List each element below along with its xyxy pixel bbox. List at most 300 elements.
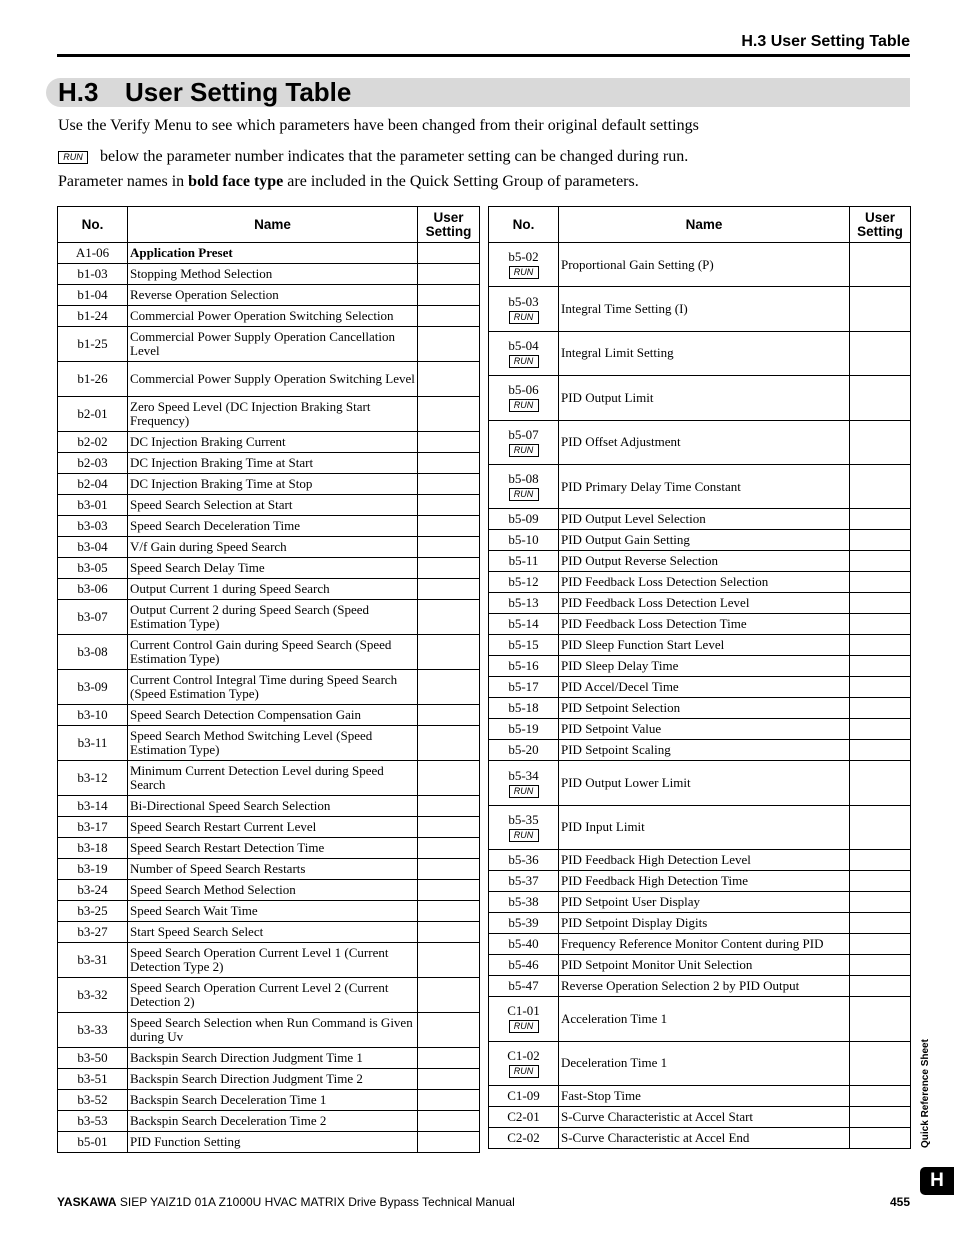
parameter-name: PID Feedback High Detection Level [559,850,850,871]
run-badge-icon: RUN [509,1020,539,1033]
table-row [489,376,911,420]
parameter-number-cell: b5-15 [489,635,559,656]
parameter-number-cell: b5-14 [489,614,559,635]
user-setting-cell[interactable] [418,859,480,880]
parameter-number-with-run [489,339,558,368]
parameter-number: b5-08 [508,471,539,487]
parameter-name: Speed Search Operation Current Level 2 (Current Detection 2) [128,978,418,1013]
table-row [489,287,911,331]
user-setting-cell[interactable] [850,871,911,892]
parameter-number: b5-35 [508,811,539,827]
table-row [489,530,911,551]
parameter-name: Zero Speed Level (DC Injection Braking Start Frequency) [128,397,418,432]
user-setting-cell[interactable] [418,922,480,943]
parameter-number-cell: b3-52 [58,1090,128,1111]
user-setting-cell[interactable] [418,1069,480,1090]
run-badge-icon: RUN [509,311,539,324]
parameter-number-cell: b1-03 [58,264,128,285]
parameter-name: Speed Search Deceleration Time [128,516,418,537]
parameter-number-cell: b5-20 [489,740,559,761]
table-row [58,474,480,495]
table-row [489,719,911,740]
table-row [58,1069,480,1090]
user-setting-cell[interactable] [418,432,480,453]
user-setting-cell[interactable] [850,614,911,635]
parameter-number-cell: b5-12 [489,572,559,593]
parameter-name: Speed Search Detection Compensation Gain [128,705,418,726]
table-header-row [489,207,911,243]
parameter-number-cell: b3-01 [58,495,128,516]
user-setting-cell[interactable] [418,705,480,726]
user-setting-cell[interactable] [850,287,911,331]
user-setting-cell[interactable] [418,600,480,635]
table-row [58,635,480,670]
user-setting-cell[interactable] [418,362,480,397]
user-setting-cell[interactable] [418,558,480,579]
column-header-no: No. [58,207,128,243]
column-header-name: Name [559,207,850,243]
parameter-number-cell [489,420,559,464]
user-setting-cell[interactable] [418,1013,480,1048]
parameter-name: PID Primary Delay Time Constant [559,464,850,508]
parameter-name: Output Current 2 during Speed Search (Speed Estimation Type) [128,600,418,635]
user-setting-cell[interactable] [418,1048,480,1069]
user-setting-cell[interactable] [418,453,480,474]
user-setting-cell[interactable] [418,726,480,761]
parameter-name: Deceleration Time 1 [559,1041,850,1085]
user-setting-cell[interactable] [850,656,911,677]
user-setting-cell[interactable] [850,1085,911,1106]
parameter-number: C1-01 [507,1003,540,1019]
run-badge-icon: RUN [509,355,539,368]
parameter-name: Integral Limit Setting [559,331,850,375]
user-setting-cell[interactable] [418,327,480,362]
parameter-number-cell: b3-18 [58,838,128,859]
parameter-name: PID Setpoint Selection [559,698,850,719]
intro-line-1: Use the Verify Menu to see which parameters have been changed from their original default settings [58,117,699,134]
parameter-name: PID Output Level Selection [559,509,850,530]
user-setting-cell[interactable] [850,719,911,740]
parameter-name: Speed Search Restart Detection Time [128,838,418,859]
parameter-name: Backspin Search Deceleration Time 1 [128,1090,418,1111]
parameter-number-cell: b3-53 [58,1111,128,1132]
parameter-number-with-run [489,1004,558,1033]
parameter-number-cell: b3-32 [58,978,128,1013]
parameter-name: Start Speed Search Select [128,922,418,943]
run-badge-icon: RUN [509,785,539,798]
user-setting-cell[interactable] [850,997,911,1041]
table-row [58,453,480,474]
parameter-name: Backspin Search Direction Judgment Time 2 [128,1069,418,1090]
parameter-number-cell: b3-27 [58,922,128,943]
section-number: H.3 [58,77,99,107]
user-setting-cell[interactable] [418,495,480,516]
parameter-number-with-run [489,813,558,842]
table-row [489,761,911,805]
intro-line-2-text: below the parameter number indicates that the parameter setting can be changed during run. [96,148,689,165]
column-header-user-setting: User Setting [850,207,911,243]
user-setting-cell[interactable] [418,670,480,705]
parameter-number: C1-02 [507,1047,540,1063]
intro-line-3-pre: Parameter names in [58,173,189,190]
parameter-name: Commercial Power Supply Operation Switching Level [128,362,418,397]
parameter-number-cell: b3-08 [58,635,128,670]
parameter-number-cell: C1-09 [489,1085,559,1106]
parameter-number-cell: b3-07 [58,600,128,635]
parameter-number-cell: b3-14 [58,796,128,817]
user-setting-cell[interactable] [850,551,911,572]
parameter-number-cell [489,1041,559,1085]
user-setting-cell[interactable] [418,1111,480,1132]
user-setting-cell[interactable] [850,509,911,530]
table-row [489,850,911,871]
parameter-number-cell: b2-01 [58,397,128,432]
table-row [58,838,480,859]
parameter-name: Speed Search Selection when Run Command is Given during Uv [128,1013,418,1048]
column-header-name: Name [128,207,418,243]
parameter-number-with-run [489,1049,558,1078]
user-setting-cell[interactable] [850,243,911,287]
table-row [489,243,911,287]
user-setting-cell[interactable] [418,537,480,558]
user-setting-cell[interactable] [850,976,911,997]
parameter-number-with-run [489,472,558,501]
table-row [58,978,480,1013]
appendix-tab: H [920,1167,954,1195]
user-setting-cell[interactable] [850,805,911,849]
parameter-name: Speed Search Selection at Start [128,495,418,516]
parameter-name: PID Feedback Loss Detection Selection [559,572,850,593]
parameter-number-cell: b3-11 [58,726,128,761]
user-setting-cell[interactable] [850,761,911,805]
user-setting-cell[interactable] [850,1106,911,1127]
table-row [58,516,480,537]
parameter-number-cell: b2-03 [58,453,128,474]
parameter-name: Speed Search Restart Current Level [128,817,418,838]
user-setting-cell[interactable] [850,913,911,934]
parameter-name: PID Output Lower Limit [559,761,850,805]
table-row [489,805,911,849]
parameter-name: Frequency Reference Monitor Content during PID [559,934,850,955]
table-row [58,796,480,817]
table-row [489,913,911,934]
table-row [489,1041,911,1085]
parameter-number-cell: b5-18 [489,698,559,719]
parameter-number-cell: b3-24 [58,880,128,901]
parameter-name: Current Control Integral Time during Speed Search (Speed Estimation Type) [128,670,418,705]
user-setting-cell[interactable] [850,1127,911,1148]
user-setting-cell[interactable] [418,306,480,327]
user-setting-cell[interactable] [850,892,911,913]
page-number: 455 [889,1195,910,1209]
user-setting-cell[interactable] [418,579,480,600]
table-row [58,306,480,327]
parameter-name: PID Setpoint Display Digits [559,913,850,934]
table-row [489,955,911,976]
user-setting-cell[interactable] [418,817,480,838]
table-row [489,551,911,572]
parameter-name: Backspin Search Direction Judgment Time 1 [128,1048,418,1069]
table-row [58,880,480,901]
table-row [489,635,911,656]
user-setting-cell[interactable] [850,698,911,719]
parameter-name: PID Feedback Loss Detection Level [559,593,850,614]
parameter-name: Commercial Power Supply Operation Cancellation Level [128,327,418,362]
parameter-name: Proportional Gain Setting (P) [559,243,850,287]
column-header-user-setting: User Setting [418,207,480,243]
table-row [489,572,911,593]
intro-line-3 [58,173,639,191]
table-row [489,677,911,698]
intro-line-2 [58,148,688,166]
parameter-name: Fast-Stop Time [559,1085,850,1106]
parameter-number-cell: A1-06 [58,243,128,264]
user-setting-cell[interactable] [418,516,480,537]
left-parameter-table [57,206,480,1153]
user-setting-cell[interactable] [418,943,480,978]
table-row [58,600,480,635]
parameter-number-cell [489,287,559,331]
parameter-number-cell: b5-47 [489,976,559,997]
parameter-number-cell: b1-25 [58,327,128,362]
run-badge-icon: RUN [509,488,539,501]
parameter-number-cell: b5-11 [489,551,559,572]
run-badge-icon: RUN [509,829,539,842]
user-setting-cell[interactable] [850,934,911,955]
table-row [58,1013,480,1048]
parameter-number-cell: b3-33 [58,1013,128,1048]
parameter-number-cell: b3-31 [58,943,128,978]
left-table-body [58,243,480,1153]
user-setting-cell[interactable] [418,1132,480,1153]
parameter-number-cell: b3-09 [58,670,128,705]
parameter-number-cell [489,997,559,1041]
parameter-number-cell: b3-50 [58,1048,128,1069]
user-setting-cell[interactable] [418,796,480,817]
parameter-name: S-Curve Characteristic at Accel Start [559,1106,850,1127]
run-badge-icon: RUN [509,1065,539,1078]
user-setting-cell[interactable] [850,955,911,976]
parameter-number-cell [489,464,559,508]
table-row [489,593,911,614]
table-row [58,726,480,761]
parameter-number-cell: b5-37 [489,871,559,892]
parameter-number-with-run [489,295,558,324]
parameter-name: PID Setpoint Monitor Unit Selection [559,955,850,976]
parameter-name: Speed Search Method Selection [128,880,418,901]
parameter-number-cell: b3-12 [58,761,128,796]
user-setting-cell[interactable] [850,572,911,593]
parameter-number-cell: b5-46 [489,955,559,976]
footer-brand: YASKAWA [57,1195,117,1209]
user-setting-cell[interactable] [418,474,480,495]
footer-doc: SIEP YAIZ1D 01A Z1000U HVAC MATRIX Drive Bypass Technical Manual [116,1195,515,1209]
parameter-name: DC Injection Braking Time at Start [128,453,418,474]
parameter-name: PID Sleep Delay Time [559,656,850,677]
user-setting-cell[interactable] [850,850,911,871]
parameter-number-cell [489,761,559,805]
run-badge-icon: RUN [58,151,88,164]
table-row [58,1090,480,1111]
table-row [58,537,480,558]
parameter-number-cell: b3-05 [58,558,128,579]
user-setting-cell[interactable] [418,838,480,859]
parameter-number-cell [489,331,559,375]
user-setting-cell[interactable] [418,901,480,922]
parameter-number-cell: b2-04 [58,474,128,495]
table-row [58,670,480,705]
parameter-number: b5-04 [508,337,539,353]
table-row [58,558,480,579]
table-row [489,740,911,761]
parameter-number-cell: b3-03 [58,516,128,537]
user-setting-cell[interactable] [418,285,480,306]
table-row [58,1111,480,1132]
parameter-number-cell: b3-19 [58,859,128,880]
table-row [58,327,480,362]
parameter-number: b5-02 [508,249,539,265]
user-setting-cell[interactable] [850,376,911,420]
user-setting-cell[interactable] [418,635,480,670]
parameter-name: Speed Search Method Switching Level (Speed Estimation Type) [128,726,418,761]
parameter-name: PID Setpoint User Display [559,892,850,913]
user-setting-cell[interactable] [418,978,480,1013]
parameter-number: b5-07 [508,426,539,442]
parameter-name: Output Current 1 during Speed Search [128,579,418,600]
parameter-number-cell: b5-40 [489,934,559,955]
user-setting-cell[interactable] [418,1090,480,1111]
table-row [489,698,911,719]
right-table-body [489,243,911,1149]
table-row [58,1132,480,1153]
user-setting-cell[interactable] [850,1041,911,1085]
parameter-name: Speed Search Delay Time [128,558,418,579]
user-setting-cell[interactable] [850,331,911,375]
parameter-number-cell: b5-17 [489,677,559,698]
parameter-name: PID Feedback High Detection Time [559,871,850,892]
user-setting-cell[interactable] [418,761,480,796]
side-tab-label: Quick Reference Sheet [920,1039,931,1148]
parameter-number-with-run [489,428,558,457]
table-row [58,285,480,306]
user-setting-cell[interactable] [850,635,911,656]
running-head: H.3 User Setting Table [741,33,910,50]
footer-doc-title [57,1195,515,1209]
table-row [58,922,480,943]
parameter-number: b5-34 [508,767,539,783]
table-row [58,901,480,922]
table-row [58,362,480,397]
user-setting-cell[interactable] [850,530,911,551]
parameter-name: Acceleration Time 1 [559,997,850,1041]
parameter-name: PID Output Limit [559,376,850,420]
parameter-number-with-run [489,769,558,798]
parameter-number: b5-03 [508,293,539,309]
parameter-number-cell: b3-06 [58,579,128,600]
parameter-name: Stopping Method Selection [128,264,418,285]
table-row [58,1048,480,1069]
parameter-number-cell: b2-02 [58,432,128,453]
parameter-number-cell: b1-26 [58,362,128,397]
parameter-number-cell: b3-04 [58,537,128,558]
parameter-number: b5-06 [508,382,539,398]
user-setting-cell[interactable] [850,677,911,698]
parameter-name: PID Offset Adjustment [559,420,850,464]
table-row [489,656,911,677]
table-row [489,614,911,635]
parameter-number-cell: b5-16 [489,656,559,677]
parameter-name: DC Injection Braking Current [128,432,418,453]
parameter-name: PID Output Reverse Selection [559,551,850,572]
parameter-number-cell: C2-01 [489,1106,559,1127]
table-row [489,1127,911,1148]
table-row [489,1085,911,1106]
parameter-name: Reverse Operation Selection 2 by PID Output [559,976,850,997]
parameter-number-cell: b5-10 [489,530,559,551]
user-setting-cell[interactable] [418,880,480,901]
parameter-number-cell [489,376,559,420]
parameter-name: PID Function Setting [128,1132,418,1153]
parameter-number-cell: b5-36 [489,850,559,871]
parameter-name: Bi-Directional Speed Search Selection [128,796,418,817]
parameter-number-cell: b1-04 [58,285,128,306]
parameter-name: Minimum Current Detection Level during Speed Search [128,761,418,796]
parameter-number-cell: b3-17 [58,817,128,838]
run-badge-icon: RUN [509,444,539,457]
parameter-name: Reverse Operation Selection [128,285,418,306]
user-setting-cell[interactable] [418,397,480,432]
parameter-number-cell: b5-01 [58,1132,128,1153]
user-setting-cell[interactable] [850,740,911,761]
header-rule [57,54,910,57]
table-row [58,397,480,432]
intro-line-3-post: are included in the Quick Setting Group of parameters. [283,173,639,190]
parameter-number-cell [489,805,559,849]
table-row [58,243,480,264]
parameter-number-with-run [489,250,558,279]
user-setting-cell[interactable] [850,420,911,464]
user-setting-cell[interactable] [418,264,480,285]
table-row [489,509,911,530]
table-row [489,892,911,913]
user-setting-cell[interactable] [850,464,911,508]
parameter-name: PID Accel/Decel Time [559,677,850,698]
parameter-name: PID Sleep Function Start Level [559,635,850,656]
parameter-number-cell: b5-38 [489,892,559,913]
parameter-number-cell: b1-24 [58,306,128,327]
user-setting-cell[interactable] [850,593,911,614]
table-row [489,934,911,955]
parameter-name: V/f Gain during Speed Search [128,537,418,558]
table-row [489,464,911,508]
user-setting-cell[interactable] [418,243,480,264]
parameter-name: PID Feedback Loss Detection Time [559,614,850,635]
table-row [58,943,480,978]
parameter-number-cell: b3-10 [58,705,128,726]
table-row [489,997,911,1041]
parameter-name: PID Input Limit [559,805,850,849]
table-row [58,579,480,600]
parameter-name: Number of Speed Search Restarts [128,859,418,880]
table-row [58,264,480,285]
parameter-name: DC Injection Braking Time at Stop [128,474,418,495]
intro-line-3-bold: bold face type [188,173,284,190]
column-header-no: No. [489,207,559,243]
page-title [58,77,351,108]
parameter-number-cell: C2-02 [489,1127,559,1148]
table-row [58,761,480,796]
parameter-number-cell: b5-09 [489,509,559,530]
